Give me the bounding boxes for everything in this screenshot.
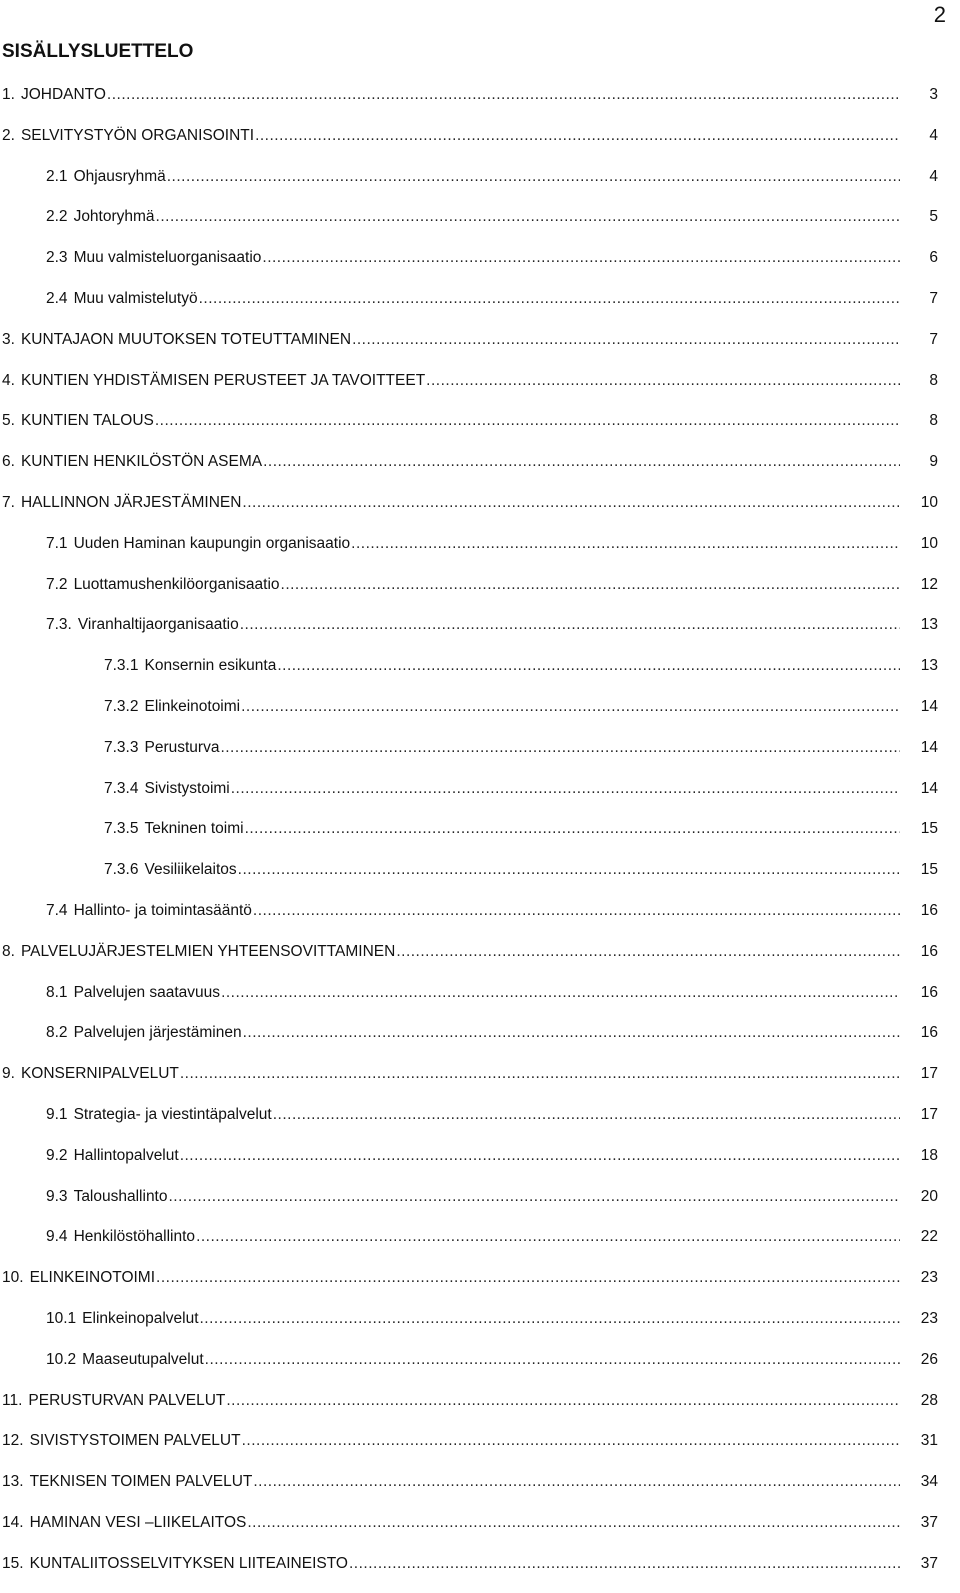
toc-entry-line [46,1186,900,1208]
toc-entry-number: 2.3 [46,249,68,267]
toc-entry-label: Henkilöstöhallinto [73,1228,196,1246]
toc-entry-page: 37 [920,1513,938,1531]
toc-entry-label: JOHDANTO [20,86,106,103]
toc-entry[interactable] [0,533,960,574]
toc-title: SISÄLLYSLUETTELO [2,41,194,62]
toc-dot-leader [180,1063,900,1085]
toc-entry-line [2,84,900,106]
toc-entry-label: KUNTAJAON MUUTOKSEN TOTEUTTAMINEN [20,330,352,348]
toc-entry[interactable] [0,655,960,696]
toc-dot-leader [220,737,900,759]
toc-entry-label: KUNTIEN HENKILÖSTÖN ASEMA [20,453,263,471]
toc-entry-label: Strategia- ja viestintäpalvelut [73,1105,272,1123]
toc-entry-page: 16 [920,1024,938,1042]
toc-dot-leader [242,492,900,514]
toc-entry-page: 6 [929,249,938,267]
toc-entry-label: PALVELUJÄRJESTELMIEN YHTEENSOVITTAMINEN [20,942,396,960]
toc-entry-page: 34 [920,1473,938,1491]
toc-dot-leader [167,166,900,188]
toc-entry-page: 4 [929,126,938,144]
toc-entry-label: Muu valmisteluorganisaatio [73,249,262,267]
toc-dot-leader [107,84,900,106]
toc-entry-line [2,492,900,514]
toc-entry-number: 2.4 [46,289,68,307]
toc-dot-leader [169,1186,901,1208]
toc-entry-line [2,1063,900,1085]
toc-dot-leader [226,1390,900,1412]
toc-entry-line [46,982,900,1004]
toc-dot-leader [253,900,900,922]
toc-entry-number: 10.2 [46,1350,77,1368]
toc-dot-leader [349,1553,900,1575]
toc-entry-line [2,1390,900,1412]
toc-entry[interactable] [0,410,960,451]
toc-entry-label: Konsernin esikunta [144,657,277,675]
toc-entry-page: 16 [920,983,938,1001]
toc-entry-line [46,614,900,636]
toc-entry[interactable] [0,778,960,819]
toc-entry[interactable] [0,370,960,411]
toc-dot-leader [245,818,900,840]
toc-entry-number: 1. [2,86,15,103]
toc-entry-page: 28 [920,1391,938,1409]
toc-entry-page: 12 [920,575,938,593]
toc-entry-line [2,1267,900,1289]
toc-entry-line [2,410,900,432]
toc-entry-line [104,859,900,881]
toc-entry-line [46,247,900,269]
toc-entry-number: 5. [2,412,15,430]
toc-entry-page: 7 [929,289,938,307]
toc-entry[interactable] [0,900,960,941]
toc-entry-number: 11. [2,1391,23,1409]
toc-entry-number: 8. [2,942,15,960]
toc-entry[interactable] [0,166,960,207]
toc-entry-line [46,206,900,228]
toc-dot-leader [242,1430,900,1452]
toc-entry-line [2,1553,900,1575]
toc-entry-number: 7.4 [46,901,68,919]
toc-entry[interactable] [0,329,960,370]
toc-entry-label: HALLINNON JÄRJESTÄMINEN [20,493,242,511]
toc-dot-leader [241,696,900,718]
toc-entry-number: 9.1 [46,1105,68,1123]
toc-entry-line [46,1104,900,1126]
toc-entry-number: 7.2 [46,575,68,593]
toc-entry-number: 2. [2,126,15,144]
toc-entry-label: Ohjausryhmä [73,167,166,185]
toc-entry-number: 7.3.5 [104,820,139,838]
toc-entry-line [2,1471,900,1493]
toc-entry-number: 6. [2,453,15,471]
toc-dot-leader [196,1226,900,1248]
toc-dot-leader [247,1512,900,1534]
toc-entry-label: KUNTIEN YHDISTÄMISEN PERUSTEET JA TAVOITTEET [20,371,426,389]
toc-entry[interactable] [0,574,960,615]
toc-entry[interactable] [0,818,960,859]
toc-entry[interactable] [0,1512,960,1553]
toc-entry-line [2,1512,900,1534]
toc-entry-number: 2.2 [46,208,68,226]
toc-entry-label: Maaseutupalvelut [82,1350,204,1368]
toc-entry[interactable] [0,84,960,125]
toc-entry[interactable] [0,492,960,533]
toc-entry[interactable] [0,737,960,778]
toc-entry[interactable] [0,125,960,166]
toc-entry-number: 2.1 [46,167,68,185]
toc-entry[interactable] [0,288,960,329]
toc-entry-page: 31 [920,1432,938,1450]
toc-entry-page: 8 [929,412,938,430]
toc-entry-number: 9. [2,1065,15,1083]
toc-entry-line [104,778,900,800]
toc-dot-leader [180,1145,900,1167]
toc-entry-label: Uuden Haminan kaupungin organisaatio [73,534,351,552]
toc-entry-page: 10 [920,493,938,511]
toc-entry-page: 22 [920,1228,938,1246]
toc-entry-page: 17 [920,1065,938,1083]
toc-entry[interactable] [0,1430,960,1471]
toc-entry[interactable] [0,1063,960,1104]
toc-dot-leader [156,1267,900,1289]
toc-entry-label: KONSERNIPALVELUT [20,1065,179,1083]
toc-entry[interactable] [0,1390,960,1431]
toc-entry-page: 16 [920,901,938,919]
toc-dot-leader [263,451,900,473]
toc-dot-leader [351,533,900,555]
toc-entry-number: 7.1 [46,534,68,552]
toc-dot-leader [396,941,900,963]
toc-entry-page: 13 [920,616,938,634]
toc-entry-label: Taloushallinto [73,1187,168,1205]
toc-entry[interactable] [0,1553,960,1593]
toc-entry-number: 14. [2,1513,24,1531]
toc-entry-number: 7.3.6 [104,861,139,879]
toc-entry-page: 20 [920,1187,938,1205]
toc-entry-label: PERUSTURVAN PALVELUT [28,1391,226,1409]
toc-dot-leader [352,329,900,351]
toc-dot-leader [281,574,900,596]
toc-dot-leader [273,1104,900,1126]
toc-entry[interactable] [0,247,960,288]
toc-dot-leader [255,125,900,147]
toc-entry-number: 8.1 [46,983,68,1001]
toc-entry[interactable] [0,1471,960,1512]
toc-entry-number: 7.3.1 [104,657,139,675]
toc-entry-page: 16 [920,942,938,960]
toc-entry-page: 18 [920,1146,938,1164]
toc-entry-line [2,125,900,147]
toc-entry-label: Vesiliikelaitos [144,861,237,879]
toc-dot-leader [253,1471,900,1493]
toc-entry-label: Luottamushenkilöorganisaatio [73,575,280,593]
toc-entry-page: 23 [920,1309,938,1327]
toc-entry-line [104,655,900,677]
toc-entry-number: 15. [2,1554,24,1572]
toc-entry-line [46,574,900,596]
toc-entry-label: KUNTIEN TALOUS [20,412,154,430]
toc-entry-line [46,288,900,310]
toc-entry-page: 9 [929,453,938,471]
toc-entry[interactable] [0,1186,960,1227]
toc-entry-label: SIVISTYSTOIMEN PALVELUT [29,1432,241,1450]
toc-entry-number: 3. [2,330,15,348]
page-number: 2 [933,2,946,27]
toc-entry-label: KUNTALIITOSSELVITYKSEN LIITEAINEISTO [29,1554,348,1572]
toc-entry-number: 9.3 [46,1187,68,1205]
toc-entry[interactable] [0,1104,960,1145]
toc-entry[interactable] [0,451,960,492]
toc-entry-number: 9.2 [46,1146,68,1164]
toc-dot-leader [221,982,900,1004]
toc-entry-label: Hallintopalvelut [73,1146,179,1164]
toc-entry-line [104,818,900,840]
toc-entry-line [104,737,900,759]
toc-entry[interactable] [0,1308,960,1349]
toc-entry-line [46,1226,900,1248]
toc-dot-leader [426,370,900,392]
toc-entry[interactable] [0,1022,960,1063]
toc-entry-label: Palvelujen järjestäminen [73,1024,242,1042]
toc-entry-number: 10. [2,1269,24,1287]
toc-entry-number: 7.3.2 [104,697,139,715]
toc-entry-line [46,533,900,555]
toc-entry[interactable] [0,614,960,655]
toc-dot-leader [205,1349,900,1371]
toc-entry-number: 12. [2,1432,24,1450]
toc-entry-page: 15 [920,861,938,879]
toc-entry-page: 23 [920,1269,938,1287]
toc-entry-page: 37 [920,1554,938,1572]
toc-dot-leader [243,1022,900,1044]
toc-entry-line [2,329,900,351]
toc-dot-leader [240,614,900,636]
toc-entry-line [46,1349,900,1371]
toc-entry-page: 14 [920,779,938,797]
toc-entry[interactable] [0,206,960,247]
toc-entry-label: Tekninen toimi [144,820,244,838]
toc-entry-number: 8.2 [46,1024,68,1042]
toc-entry[interactable] [0,1349,960,1390]
toc-entry-page: 17 [920,1105,938,1123]
toc-entry-page: 8 [929,371,938,389]
toc-entry-line [104,696,900,718]
toc-entry-page: 10 [920,534,938,552]
table-of-contents [0,84,960,1593]
toc-entry-line [2,1430,900,1452]
toc-entry-number: 7.3. [46,616,72,634]
toc-entry-line [46,1145,900,1167]
toc-entry-line [46,900,900,922]
toc-dot-leader [231,778,900,800]
toc-dot-leader [200,1308,901,1330]
toc-entry-label: Viranhaltijaorganisaatio [77,616,239,634]
toc-entry-label: Sivistystoimi [144,779,230,797]
toc-entry-label: TEKNISEN TOIMEN PALVELUT [29,1473,253,1491]
toc-entry-page: 26 [920,1350,938,1368]
toc-entry-label: Muu valmistelutyö [73,289,198,307]
toc-entry[interactable] [0,859,960,900]
toc-entry-label: Elinkeinotoimi [144,697,241,715]
toc-entry-page: 13 [920,657,938,675]
toc-entry-line [46,166,900,188]
toc-entry-number: 7. [2,493,15,511]
toc-entry-page: 14 [920,697,938,715]
toc-entry-page: 3 [929,86,938,103]
toc-entry-line [46,1308,900,1330]
toc-entry[interactable] [0,1226,960,1267]
toc-dot-leader [262,247,900,269]
toc-entry-label: Johtoryhmä [73,208,155,226]
toc-entry-number: 9.4 [46,1228,68,1246]
toc-dot-leader [199,288,900,310]
toc-entry-page: 7 [929,330,938,348]
toc-dot-leader [238,859,900,881]
toc-entry-number: 13. [2,1473,24,1491]
toc-entry-label: Palvelujen saatavuus [73,983,221,1001]
toc-entry-number: 7.3.4 [104,779,139,797]
toc-entry-number: 4. [2,371,15,389]
toc-entry-number: 10.1 [46,1309,77,1327]
toc-entry-page: 5 [929,208,938,226]
toc-dot-leader [155,410,900,432]
toc-dot-leader [156,206,900,228]
toc-entry-line [2,370,900,392]
toc-entry-label: SELVITYSTYÖN ORGANISOINTI [20,126,255,144]
toc-entry[interactable] [0,941,960,982]
toc-entry-label: ELINKEINOTOIMI [29,1269,156,1287]
toc-entry[interactable] [0,982,960,1023]
toc-entry[interactable] [0,1145,960,1186]
toc-entry[interactable] [0,1267,960,1308]
toc-entry[interactable] [0,696,960,737]
toc-entry-line [46,1022,900,1044]
toc-entry-label: Elinkeinopalvelut [82,1309,199,1327]
toc-entry-page: 15 [920,820,938,838]
toc-dot-leader [277,655,900,677]
toc-entry-page: 14 [920,738,938,756]
toc-entry-line [2,941,900,963]
toc-entry-page: 4 [929,167,938,185]
toc-entry-label: HAMINAN VESI –LIIKELAITOS [29,1513,247,1531]
toc-entry-line [2,451,900,473]
toc-entry-label: Hallinto- ja toimintasääntö [73,901,252,919]
toc-entry-number: 7.3.3 [104,738,139,756]
toc-entry-label: Perusturva [144,738,220,756]
